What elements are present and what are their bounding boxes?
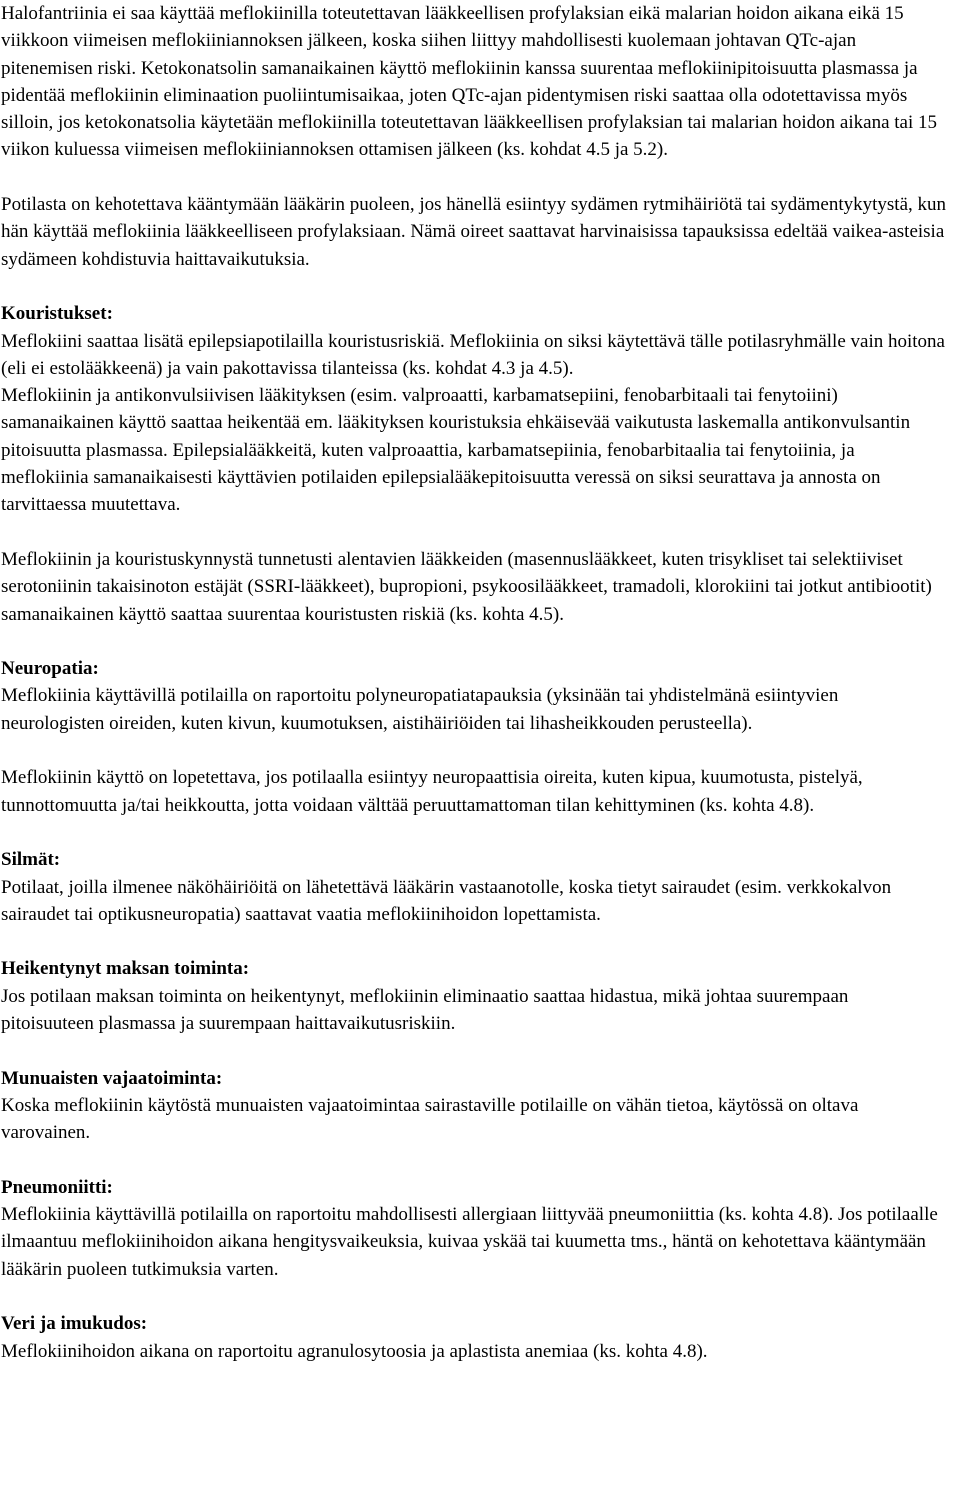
heading-neuropatia: Neuropatia:: [1, 658, 99, 680]
paragraph-pneumoniitti: Meflokiinia käyttävillä potilailla on raportoitu mahdollisesti allergiaan liittyvää pneumoniittia (ks. kohta 4.8). Jos potilaalle ilmaantuu meflokiinihoidon aikana hengitysvaikeuksia, kuivaa yskää tai kuumetta tms., häntä on kehotettava kääntymään lääkärin puoleen tutkimuksia varten.: [1, 1204, 938, 1280]
heading-pneumoniitti: Pneumoniitti:: [1, 1176, 113, 1198]
section-kouristukset: [1, 300, 946, 518]
section-veri: [1, 1310, 946, 1365]
intro-section-1: [1, 0, 946, 164]
paragraph-kouristukset-3: Meflokiinin ja kouristuskynnystä tunnetusti alentavien lääkkeiden (masennuslääkkeet, kuten trisykliset tai selektiiviset serotoniinin takaisinoton estäjät (SSRI-lääkkeet), bupropioni, psykoosilääkkeet, tramadoli, klorokiini tai jotkut antibiootit) samanaikainen käyttö saattaa suurentaa kouristusten riskiä (ks. kohta 4.5).: [1, 548, 932, 625]
section-kouristukset-cont: [1, 546, 946, 628]
section-maksa: [1, 955, 946, 1037]
paragraph-silmat: Potilaat, joilla ilmenee näköhäiriöitä on lähetettävä lääkärin vastaanotolle, koska tietyt sairaudet (esim. verkkokalvon sairaudet tai optikusneuropatia) saattavat vaatia meflokiinihoidon lopettamista.: [1, 876, 892, 925]
section-munuaiset: [1, 1065, 946, 1147]
heading-veri: Veri ja imukudos:: [1, 1313, 148, 1335]
heading-kouristukset: Kouristukset:: [1, 303, 113, 325]
paragraph-kouristukset-2: Meflokiinin ja antikonvulsiivisen lääkityksen (esim. valproaatti, karbamatsepiini, fenobarbitaali tai fenytoiini) samanaikainen käyttö saattaa heikentää em. lääkityksen kouristuksia ehkäisevää vaikutusta laskemalla antikonvulsantin pitoisuutta plasmassa. Epilepsialääkkeitä, kuten valproaattia, karbamatsepiinia, fenobarbitaalia tai fenytoiinia, ja meflokiinia samanaikaisesti käyttävien potilaiden epilepsialääkepitoisuutta veressä on siksi seurattava ja annosta on tarvittaessa muutettava.: [1, 385, 911, 516]
paragraph-heart-symptoms: Potilasta on kehotettava kääntymään lääkärin puoleen, jos hänellä esiintyy sydämen rytmihäiriötä tai sydämentykytystä, kun hän käyttää meflokiinia lääkkeelliseen profylaksiaan. Nämä oireet saattavat harvinaisissa tapauksissa edeltää vaikea-asteisia sydämeen kohdistuvia haittavaikutuksia.: [1, 194, 946, 270]
paragraph-munuaiset: Koska meflokiinin käytöstä munuaisten vajaatoimintaa sairastaville potilaille on vähän tietoa, käytössä on oltava varovainen.: [1, 1094, 859, 1144]
heading-maksa: Heikentynyt maksan toiminta:: [1, 958, 250, 980]
section-neuropatia-cont: [1, 764, 946, 819]
section-pneumoniitti: [1, 1174, 946, 1283]
heading-silmat: Silmät:: [1, 849, 61, 871]
paragraph-kouristukset-1: Meflokiini saattaa lisätä epilepsiapotilailla kouristusriskiä. Meflokiinia on siksi käytettävä tälle potilasryhmälle vain hoitona (eli ei estolääkkeenä) ja vain pakottavissa tilanteissa (ks. kohdat 4.3 ja 4.5).: [1, 330, 945, 379]
paragraph-neuropatia-2: Meflokiinin käyttö on lopetettava, jos potilaalla esiintyy neuropaattisia oireita, kuten kipua, kuumotusta, pistelyä, tunnottomuutta ja/tai heikkoutta, jotta voidaan välttää peruuttamattoman tilan kehittyminen (ks. kohta 4.8).: [1, 767, 863, 816]
paragraph-maksa: Jos potilaan maksan toiminta on heikentynyt, meflokiinin eliminaatio saattaa hidastua, mikä johtaa suurempaan pitoisuuteen plasmassa ja suurempaan haittavaikutusriskiin.: [1, 985, 849, 1034]
heading-munuaiset: Munuaisten vajaatoiminta:: [1, 1067, 223, 1089]
section-neuropatia: [1, 655, 946, 737]
paragraph-neuropatia-1: Meflokiinia käyttävillä potilailla on raportoitu polyneuropatiatapauksia (yksinään tai yhdistelmänä esiintyvien neurologisten oireiden, kuten kivun, kuumotuksen, aistihäiriöiden tai lihasheikkouden perusteella).: [1, 685, 839, 734]
paragraph-veri: Meflokiinihoidon aikana on raportoitu agranulosytoosia ja aplastista anemiaa (ks. kohta 4.8).: [1, 1340, 708, 1362]
section-silmat: [1, 846, 946, 928]
intro-section-2: [1, 191, 946, 273]
paragraph-halofantrine: Halofantriinia ei saa käyttää meflokiinilla toteutettavan lääkkeellisen profylaksian eikä malarian hoidon aikana eikä 15 viikkoon viimeisen meflokiiniannoksen jälkeen, koska siihen liittyy mahdollisesti kuolemaan johtavan QTc-ajan pitenemisen riski. Ketokonatsolin samanaikainen käyttö meflokiinin kanssa suurentaa meflokiinipitoisuutta plasmassa ja pidentää meflokiinin eliminaation puoliintumisaikaa, joten QTc-ajan pidentymisen riski saattaa olla odotettavissa myös silloin, jos ketokonatsolia käytetään meflokiinilla toteutettavan lääkkeellisen profylaksian tai malarian hoidon aikana tai 15 viikon kuluessa viimeisen meflokiiniannoksen ottamisen jälkeen (ks. kohdat 4.5 ja 5.2).: [1, 3, 938, 161]
